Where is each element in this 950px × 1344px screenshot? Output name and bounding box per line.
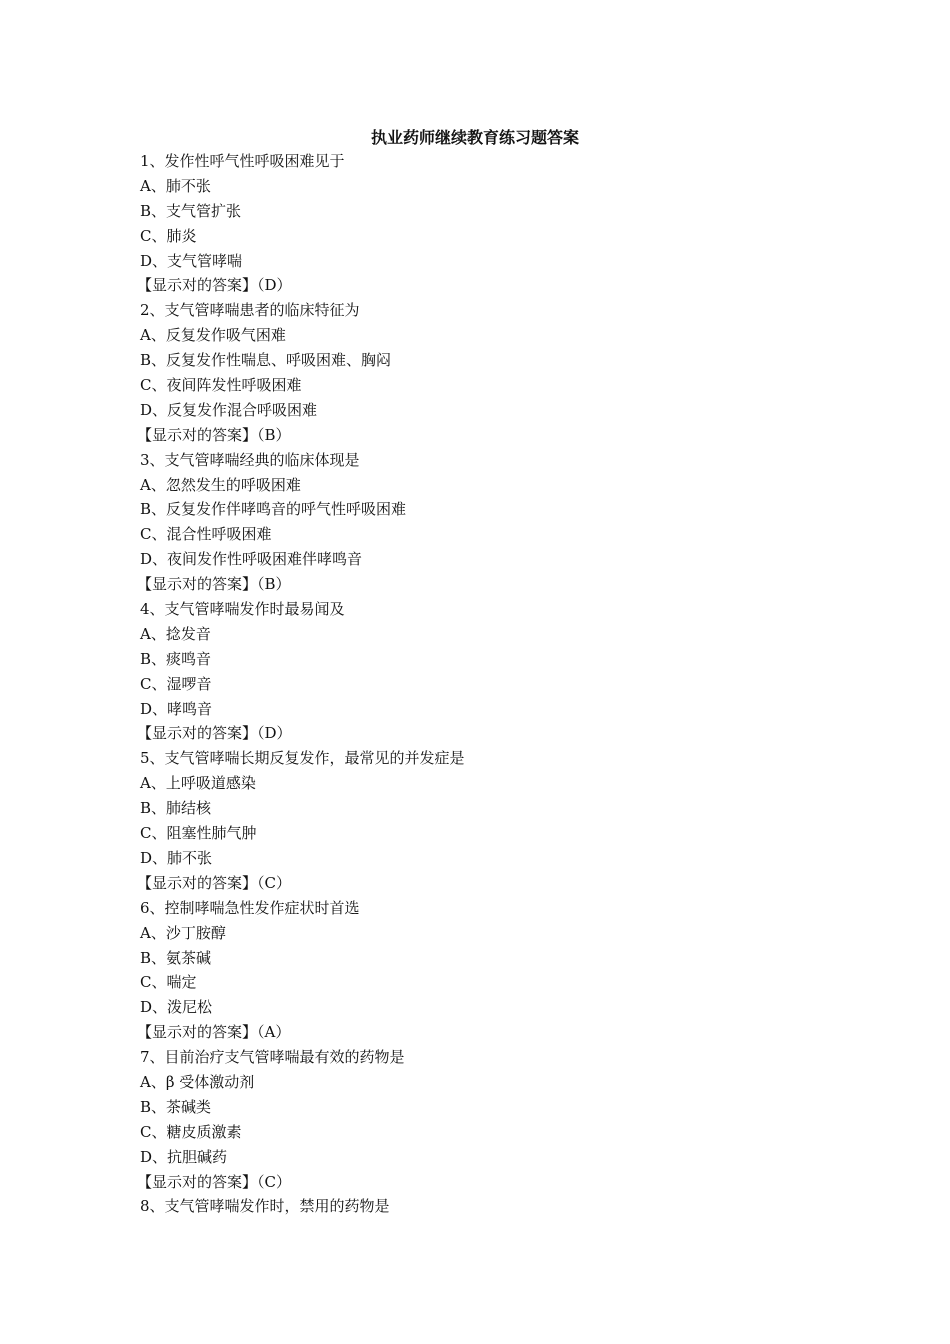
option-d: D、哮鸣音 [140,699,213,718]
option-d: D、夜间发作性呼吸困难伴哮鸣音 [140,550,363,569]
option-d: D、支气管哮喘 [140,251,243,270]
option-c: C、肺炎 [140,226,197,245]
option-b: B、支气管扩张 [140,201,242,220]
answer-line: 【显示对的答案】（C） [137,873,291,892]
option-a: A、沙丁胺醇 [140,923,226,942]
option-a: A、忽然发生的呼吸困难 [140,475,301,494]
option-c: C、糖皮质激素 [140,1122,242,1141]
question-stem: 5、支气管哮喘长期反复发作，最常见的并发症是 [140,749,465,768]
answer-line: 【显示对的答案】（C） [137,1172,291,1191]
question-stem: 6、控制哮喘急性发作症状时首选 [140,898,360,917]
question-stem: 4、支气管哮喘发作时最易闻及 [140,600,345,619]
answer-line: 【显示对的答案】（B） [137,425,291,444]
option-b: B、反复发作性喘息、呼吸困难、胸闷 [140,351,392,370]
option-c: C、夜间阵发性呼吸困难 [140,376,302,395]
option-d: D、泼尼松 [140,998,213,1017]
option-b: B、反复发作伴哮鸣音的呼气性呼吸困难 [140,500,407,519]
question-stem: 3、支气管哮喘经典的临床体现是 [140,450,360,469]
option-b: B、痰鸣音 [140,649,212,668]
question-stem: 8、支气管哮喘发作时，禁用的药物是 [140,1197,390,1216]
option-c: C、阻塞性肺气肿 [140,824,257,843]
option-c: C、湿啰音 [140,674,212,693]
answer-line: 【显示对的答案】（A） [137,1023,291,1042]
option-d: D、抗胆碱药 [140,1147,228,1166]
option-a: A、反复发作吸气困难 [140,326,286,345]
answer-line: 【显示对的答案】（B） [137,575,291,594]
option-a: A、β 受体激动剂 [140,1072,255,1091]
option-c: C、混合性呼吸困难 [140,525,272,544]
answer-line: 【显示对的答案】（D） [137,724,292,743]
option-b: B、肺结核 [140,799,212,818]
option-d: D、反复发作混合呼吸困难 [140,400,318,419]
question-list [137,149,840,1219]
option-a: A、捻发音 [140,624,211,643]
option-d: D、肺不张 [140,848,213,867]
question-stem: 7、目前治疗支气管哮喘最有效的药物是 [140,1048,405,1067]
document-title: 执业药师继续教育练习题答案 [370,128,579,147]
answer-line: 【显示对的答案】（D） [137,276,292,295]
question-stem: 1、发作性呼气性呼吸困难见于 [140,152,345,170]
question-stem: 2、支气管哮喘患者的临床特征为 [140,301,360,320]
option-c: C、喘定 [140,973,197,992]
option-b: B、茶碱类 [140,1097,212,1116]
option-b: B、氨茶碱 [140,948,212,967]
option-a: A、上呼吸道感染 [140,774,256,793]
option-a: A、肺不张 [140,176,211,195]
